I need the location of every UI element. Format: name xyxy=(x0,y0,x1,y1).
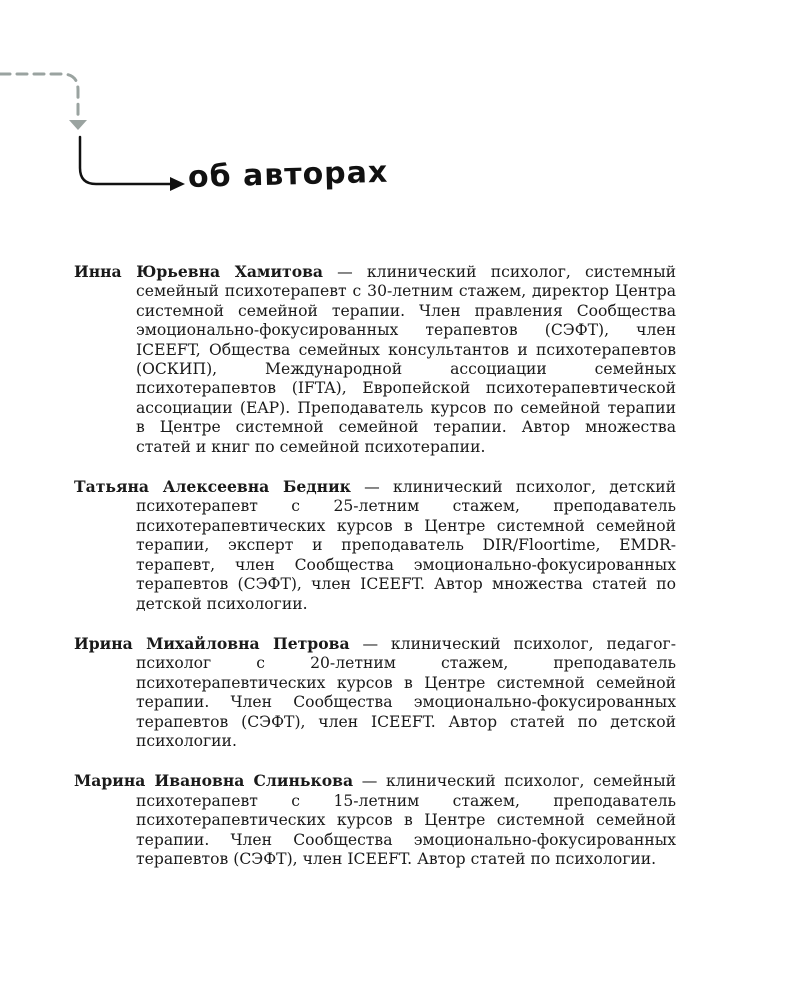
author-name: Инна Юрьевна Хамитова xyxy=(74,262,324,281)
author-entry xyxy=(74,634,676,751)
decorative-arrow xyxy=(0,0,800,240)
author-name: Татьяна Алексеевна Бедник xyxy=(74,477,351,497)
page-title: об авторах xyxy=(187,154,389,195)
dashed-connector-line xyxy=(0,74,78,118)
curved-arrow-line xyxy=(80,137,172,184)
author-bio: — клинический психолог, педагог-психолог с 20-летним стажем, преподаватель психотерапевтических курсов в Центре системной семейной терапии. Член Сообщества эмоционально-фокусированных терапевтов (СЭФТ), член ICEEFT. Автор статей по детской психологии. xyxy=(136,634,676,750)
author-entry xyxy=(74,771,676,869)
author-name: Ирина Михайловна Петрова xyxy=(74,633,350,653)
author-name: Марина Ивановна Слинькова xyxy=(74,771,354,791)
author-entry xyxy=(74,477,676,614)
arrowhead-down-icon xyxy=(69,120,87,130)
author-entry xyxy=(74,262,676,457)
author-bio: — клинический психолог, системный семейный психотерапевт с 30-летним стажем, директор Центра системной семейной терапии. Член правления Сообщества эмоционально-фокусированных терапевтов (СЭФТ), член ICEEFT, Общества семейных консультантов и психотерапевтов (ОСКИП), Международной ассоциации семейных психотерапевтов (IFTA), Европейской психотерапевтической ассоциации (EAP). Преподаватель курсов по семейной терапии в Центре системной семейной терапии. Автор множества статей и книг по семейной психотерапии. xyxy=(136,263,676,456)
author-bio: — клинический психолог, детский психотерапевт с 25-летним стажем, преподаватель психотерапевтических курсов в Центре системной семейной терапии, эксперт и преподаватель DIR/Floortime, EMDR-терапевт, член Сообщества эмоционально-фокусированных терапевтов (СЭФТ), член ICEEFT. Автор множества статей по детской психологии. xyxy=(136,478,677,613)
arrowhead-right-icon xyxy=(170,177,185,191)
author-bio: — клинический психолог, семейный психотерапевт с 15-летним стажем, преподаватель психотерапевтических курсов в Центре системной семейной терапии. Член Сообщества эмоционально-фокусированных терапевтов (СЭФТ), член ICEEFT. Автор статей по психологии. xyxy=(136,772,676,868)
authors-list xyxy=(74,262,676,889)
